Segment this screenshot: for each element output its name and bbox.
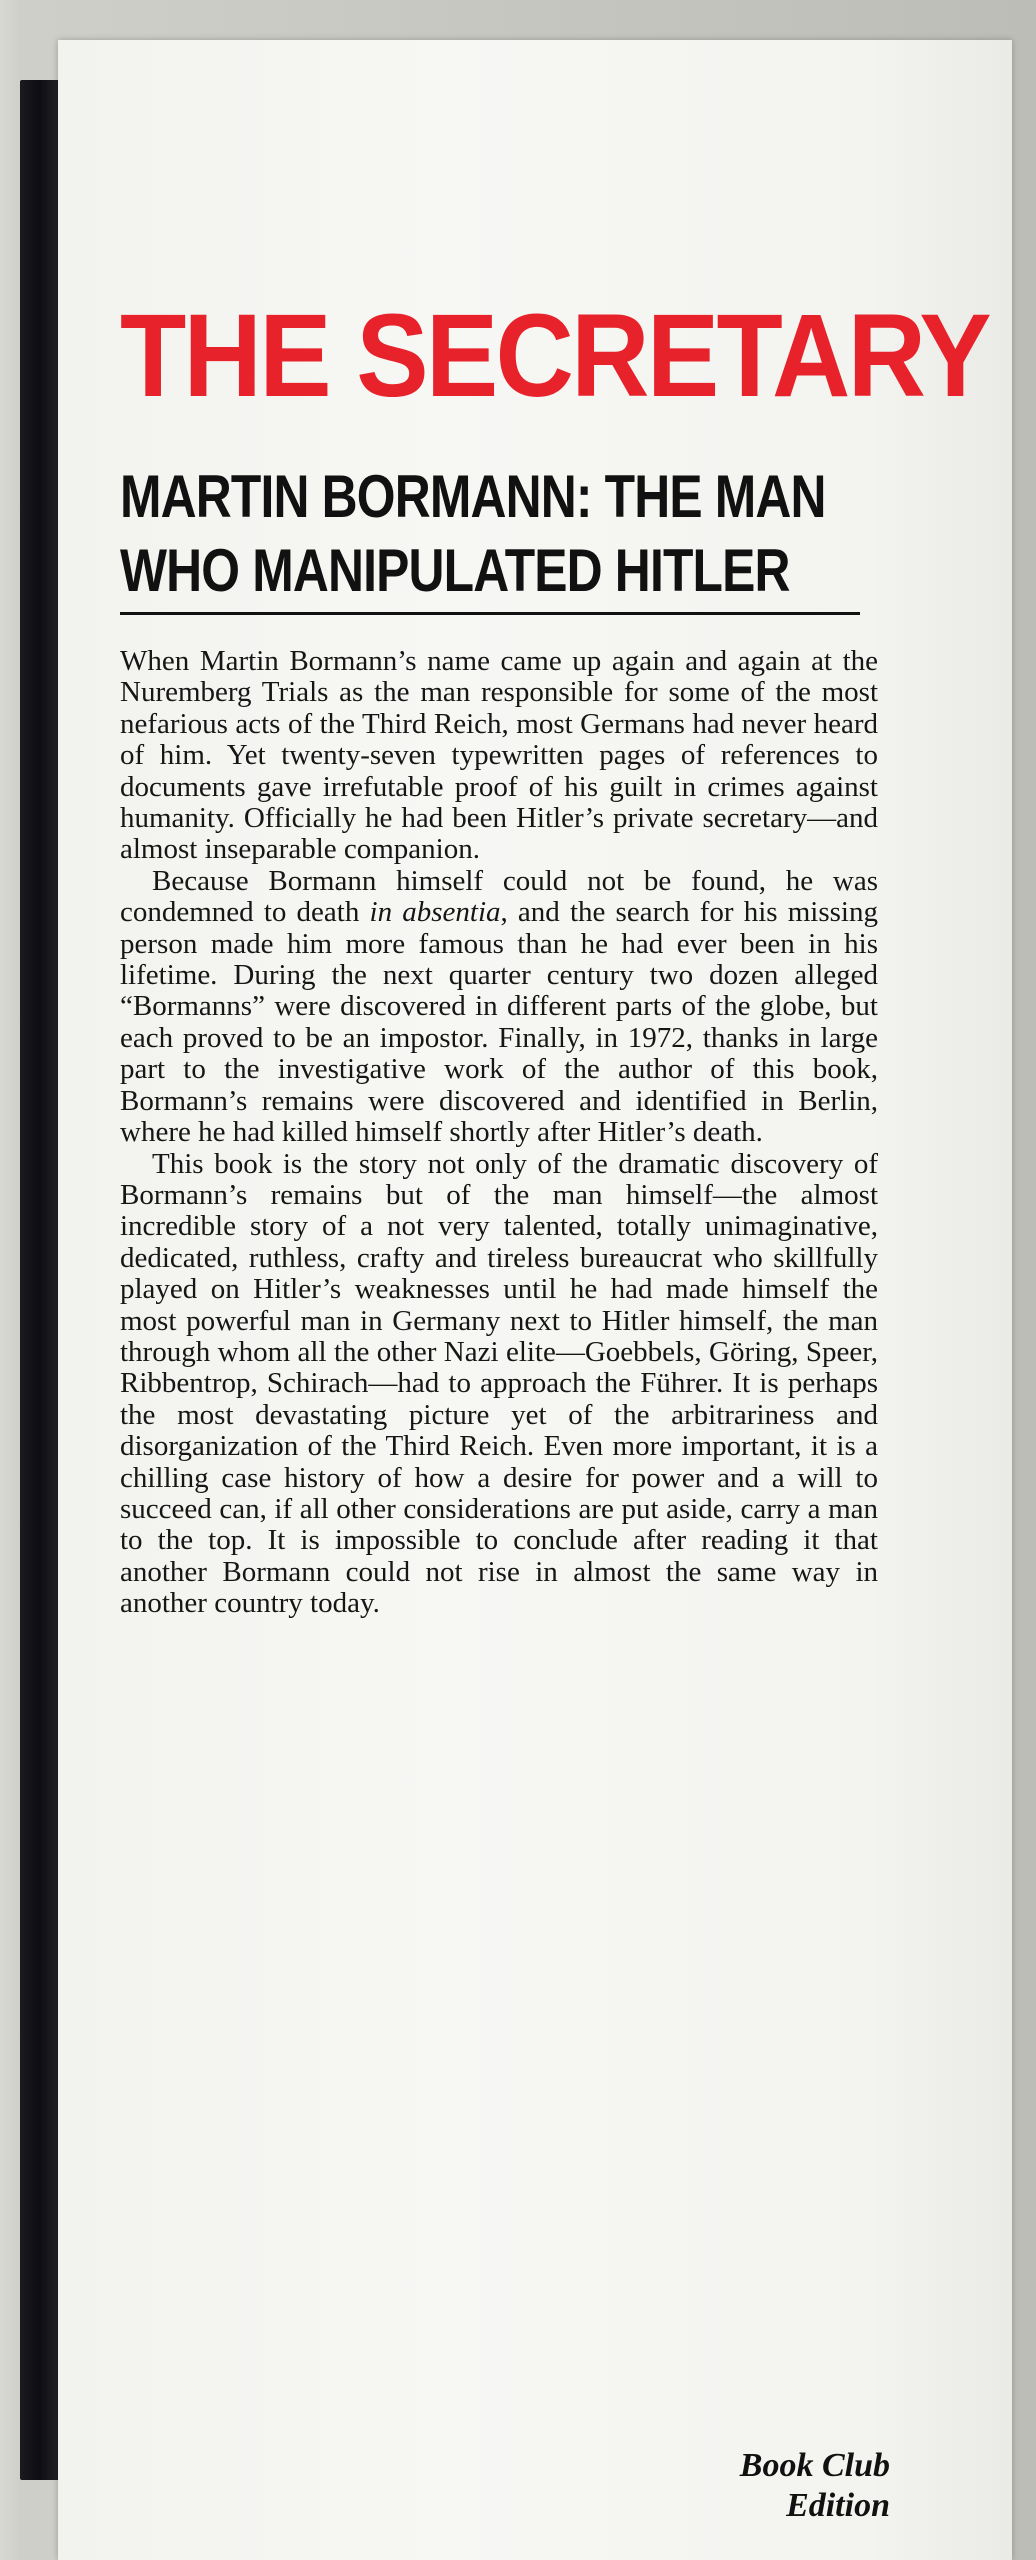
paragraph-2-italic: in absentia bbox=[369, 896, 501, 929]
paragraph-2-start: Because Bormann himself could not be found, he was condemned to death bbox=[120, 864, 878, 929]
book-subtitle bbox=[120, 460, 826, 608]
subtitle-line-1: MARTIN BORMANN: THE MAN bbox=[120, 463, 826, 530]
flap-description bbox=[120, 646, 878, 1620]
subtitle-line-2: WHO MANIPULATED HITLER bbox=[120, 537, 790, 604]
paragraph-2-end: , and the search for his missing person made him more famous than he had ever been in his lifetime. During the next quarter century two dozen alleged “Bormanns” were discovered in different parts of the globe, but each proved to be an impostor. Finally, in 1972, thanks in large part to the investigative work of the author of this book, Bormann’s remains were discovered and identified in Berlin, where he had killed himself shortly after Hitler’s death. bbox=[120, 896, 878, 1149]
book-club-edition-label bbox=[690, 2446, 890, 2526]
paragraph-2 bbox=[120, 866, 878, 1149]
paragraph-1: When Martin Bormann’s name came up again and again at the Nuremberg Trials as the man responsible for some of the most nefarious acts of the Third Reich, most Germans had never heard of him. Yet twenty-seven typewritten pages of references to documents gave irrefutable proof of his guilt in crimes against humanity. Officially he had been Hitler’s private secretary—and almost inseparable companion. bbox=[120, 645, 878, 866]
paragraph-3: This book is the story not only of the dramatic discovery of Bormann’s remains but of the man himself—the almost incredible story of a not very talented, totally unimaginative, dedicated, ruthless, crafty and tireless bureaucrat who skillfully played on Hitler’s weaknesses until he had made himself the most powerful man in Germany next to Hitler himself, the man through whom all the other Nazi elite—Goebbels, Göring, Speer, Ribbentrop, Schirach—had to approach the Führer. It is perhaps the most devastating picture yet of the arbitrariness and disorganization of the Third Reich. Even more important, it is a chilling case history of how a desire for power and a will to succeed can, if all other considerations are put aside, carry a man to the top. It is impossible to conclude after reading it that another Bormann could not rise in almost the same way in another country today. bbox=[120, 1147, 878, 1620]
edition-line-1: Book Club bbox=[739, 2447, 890, 2484]
title-underline bbox=[120, 612, 860, 615]
book-title: THE SECRETARY bbox=[120, 290, 989, 422]
edition-line-2: Edition bbox=[786, 2487, 890, 2524]
